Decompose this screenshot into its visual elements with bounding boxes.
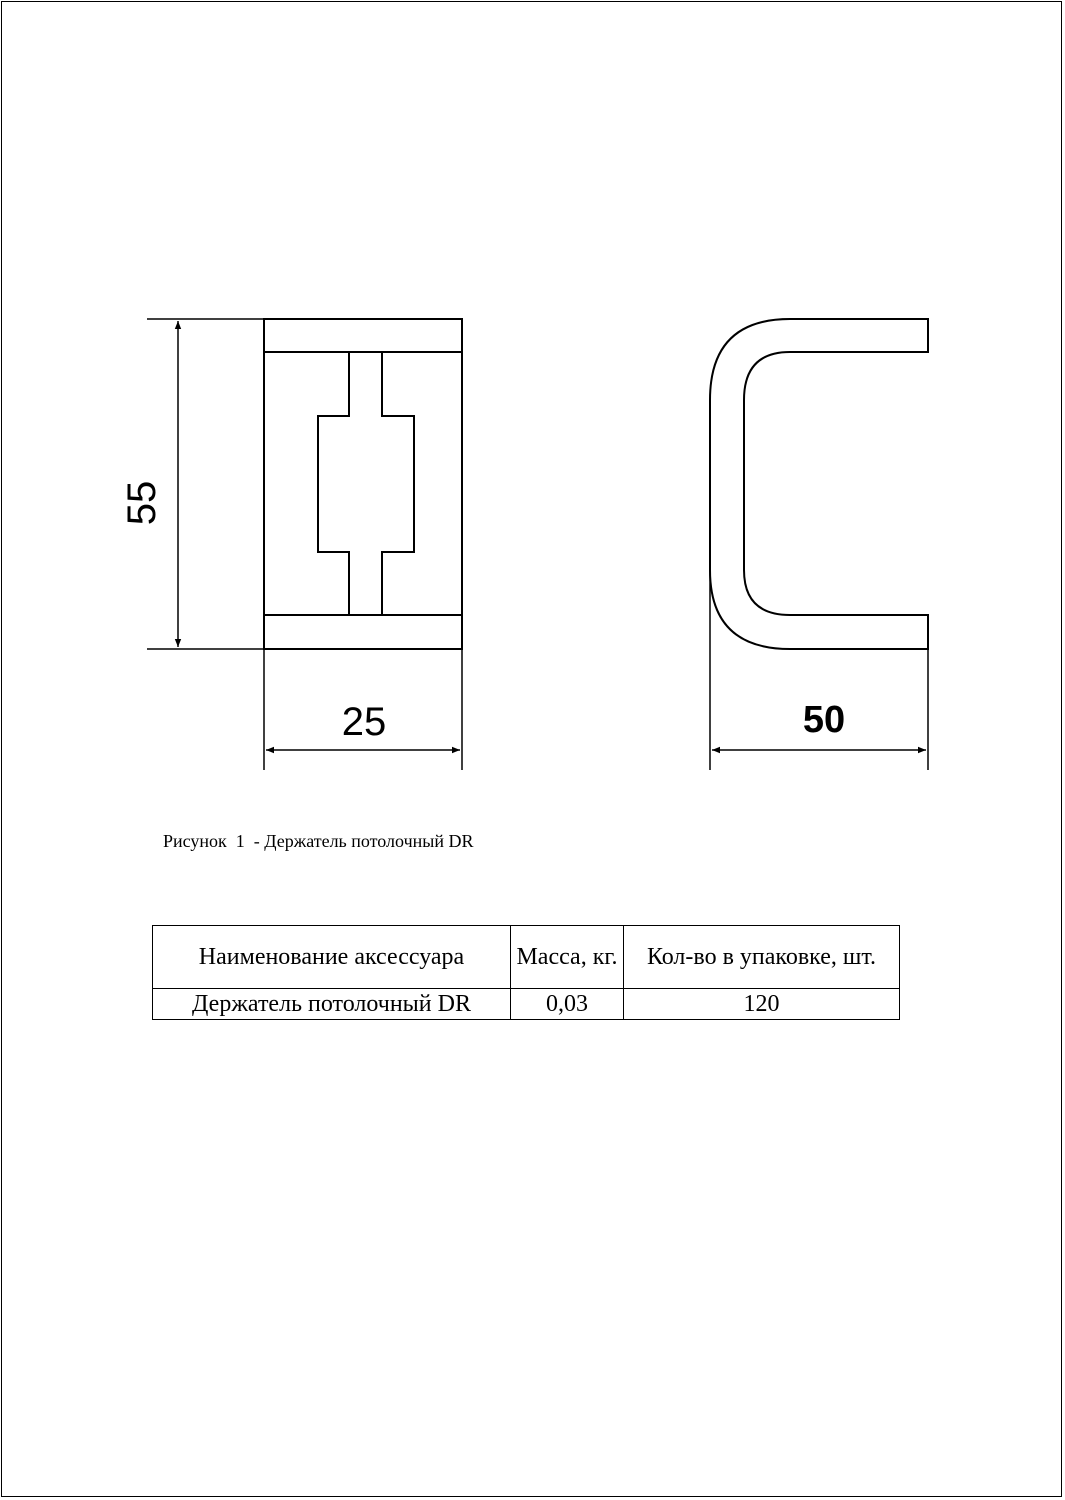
figure-caption: Рисунок 1 - Держатель потолочный DR (163, 831, 474, 851)
cell-accessory-name: Держатель потолочный DR (153, 989, 511, 1020)
table-row (153, 989, 900, 1020)
header-accessory-name: Наименование аксессуара (153, 926, 511, 989)
front-view-outline (264, 319, 462, 649)
dimension-label-width-front: 25 (341, 700, 387, 744)
side-view-profile (710, 319, 928, 649)
side-view (710, 319, 928, 649)
dimension-height (147, 319, 264, 649)
accessory-spec-table (152, 925, 900, 1020)
front-view-slot-outline (318, 352, 414, 615)
dimension-label-height: 55 (120, 480, 164, 526)
front-view (264, 319, 462, 649)
header-pack-quantity: Кол-во в упаковке, шт. (624, 926, 900, 989)
cell-pack-quantity: 120 (624, 989, 900, 1020)
header-mass: Масса, кг. (511, 926, 624, 989)
dimension-label-width-side: 50 (802, 699, 846, 741)
cell-mass: 0,03 (511, 989, 624, 1020)
table-header-row (153, 926, 900, 989)
